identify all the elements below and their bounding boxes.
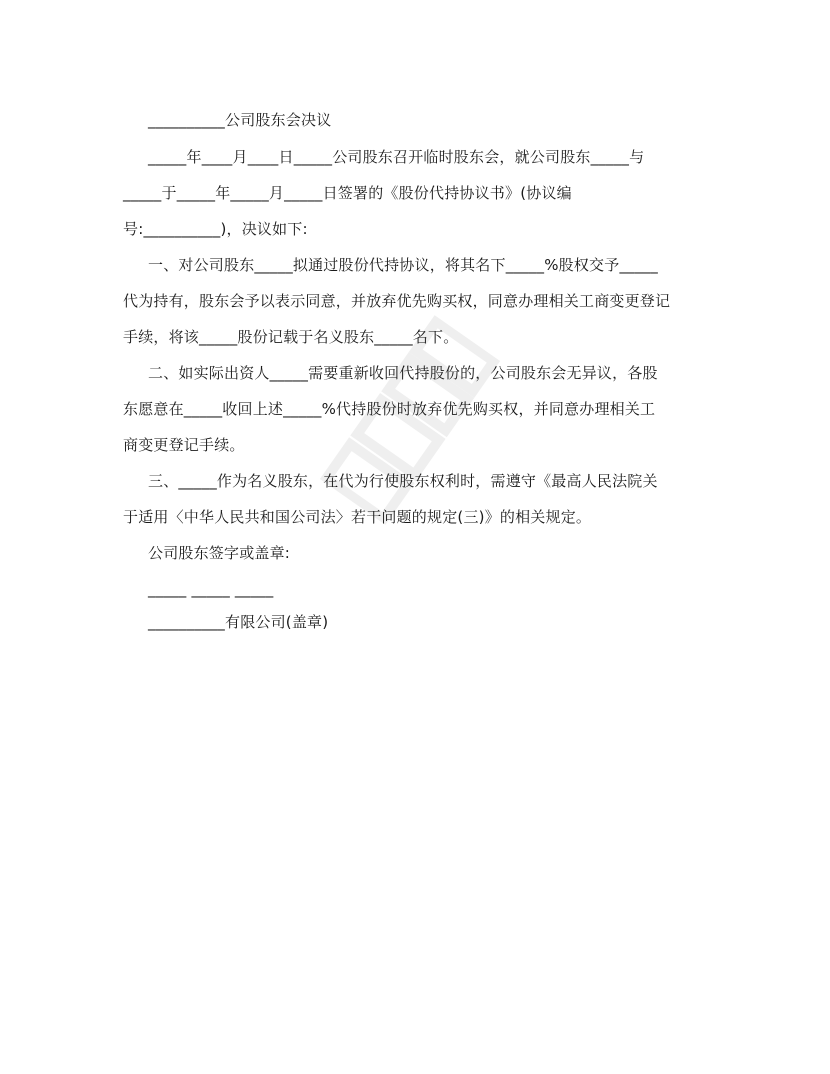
paragraph-line: 一、对公司股东_____拟通过股份代持协议，将其名下_____%股权交予_____ [148,256,658,274]
document-title: __________公司股东会决议 [148,111,332,129]
signature-blanks: _____ _____ _____ [148,580,274,598]
paragraph-line: _____于_____年_____月_____日签署的《股份代持协议书》(协议编 [123,184,572,202]
paragraph-line: 代为持有，股东会予以表示同意，并放弃优先购买权，同意办理相关工商变更登记 [123,292,671,310]
company-seal-line: __________有限公司(盖章) [148,613,329,631]
signature-label: 公司股东签字或盖章: [148,544,291,562]
paragraph-line: 号:__________)，决议如下: [123,220,308,238]
paragraph-line: 二、如实际出资人_____需要重新收回代持股份的，公司股东会无异议，各股 [148,364,658,382]
paragraph-line: 东愿意在_____收回上述_____%代持股份时放弃优先购买权，并同意办理相关工 [123,400,656,418]
paragraph-line: 手续，将该_____股份记载于名义股东_____名下。 [123,328,459,346]
paragraph-line: 于适用〈中华人民共和国公司法〉若干问题的规定(三)》的相关规定。 [123,508,592,526]
paragraph-line: 商变更登记手续。 [123,436,245,454]
paragraph-line: _____年____月____日_____公司股东召开临时股东会，就公司股东_____与 [148,148,645,166]
paragraph-line: 三、_____作为名义股东，在代为行使股东权利时，需遵守《最高人民法院关 [148,472,658,490]
